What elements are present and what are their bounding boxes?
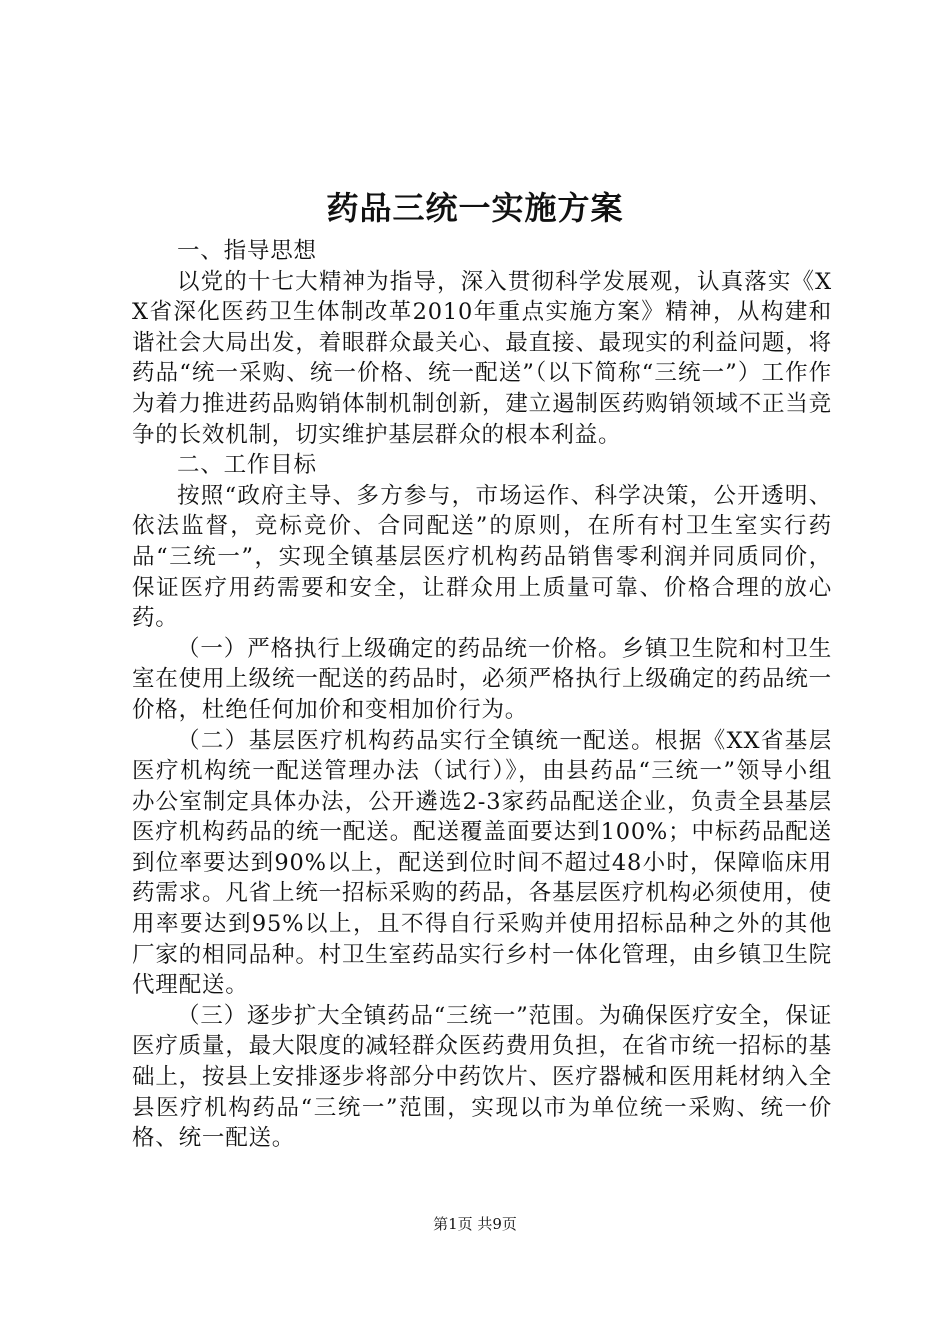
document-body	[132, 236, 832, 1154]
section-heading-guiding-ideology: 一、指导思想	[177, 238, 317, 264]
paragraph-guiding-ideology: 以党的十七大精神为指导，深入贯彻科学发展观，认真落实《XX省深化医药卫生体制改革2010年重点实施方案》精神，从构建和谐社会大局出发，着眼群众最关心、最直接、最现实的利益问题，将药品“统一采购、统一价格、统一配送”（以下简称“三统一”）工作作为着力推进药品购销体制机制创新，建立遏制医药购销领域不正当竞争的长效机制，切实维护基层群众的根本利益。	[132, 268, 832, 448]
page-footer: 第1页 共9页	[433, 1215, 517, 1233]
paragraph-item-2: （二）基层医疗机构药品实行全镇统一配送。根据《XX省基层医疗机构统一配送管理办法（试行）》，由县药品“三统一”领导小组办公室制定具体办法，公开遴选2-3家药品配送企业，负责全县基层医疗机构药品的统一配送。配送覆盖面要达到100%；中标药品配送到位率要达到90%以上，配送到位时间不超过48小时，保障临床用药需求。凡省上统一招标采购的药品，各基层医疗机构必须使用，使用率要达到95%以上，且不得自行采购并使用招标品种之外的其他厂家的相同品种。村卫生室药品实行乡村一体化管理，由乡镇卫生院代理配送。	[132, 727, 832, 999]
paragraph-item-3: （三）逐步扩大全镇药品“三统一”范围。为确保医疗安全，保证医疗质量，最大限度的减轻群众医药费用负担，在省市统一招标的基础上，按县上安排逐步将部分中药饮片、医疗器械和医用耗材纳入全县医疗机构药品“三统一”范围，实现以市为单位统一采购、统一价格、统一配送。	[132, 1002, 832, 1152]
section-heading-work-goals: 二、工作目标	[177, 452, 317, 479]
paragraph-item-1: （一）严格执行上级确定的药品统一价格。乡镇卫生院和村卫生室在使用上级统一配送的药品时，必须严格执行上级确定的药品统一价格，杜绝任何加价和变相加价行为。	[132, 635, 832, 723]
paragraph-work-goals: 按照“政府主导、多方参与，市场运作、科学决策，公开透明、依法监督，竞标竞价、合同配送”的原则，在所有村卫生室实行药品“三统一”，实现全镇基层医疗机构药品销售零利润并同质同价，保证医疗用药需要和安全，让群众用上质量可靠、价格合理的放心药。	[132, 482, 832, 632]
document-title: 药品三统一实施方案	[326, 189, 624, 227]
